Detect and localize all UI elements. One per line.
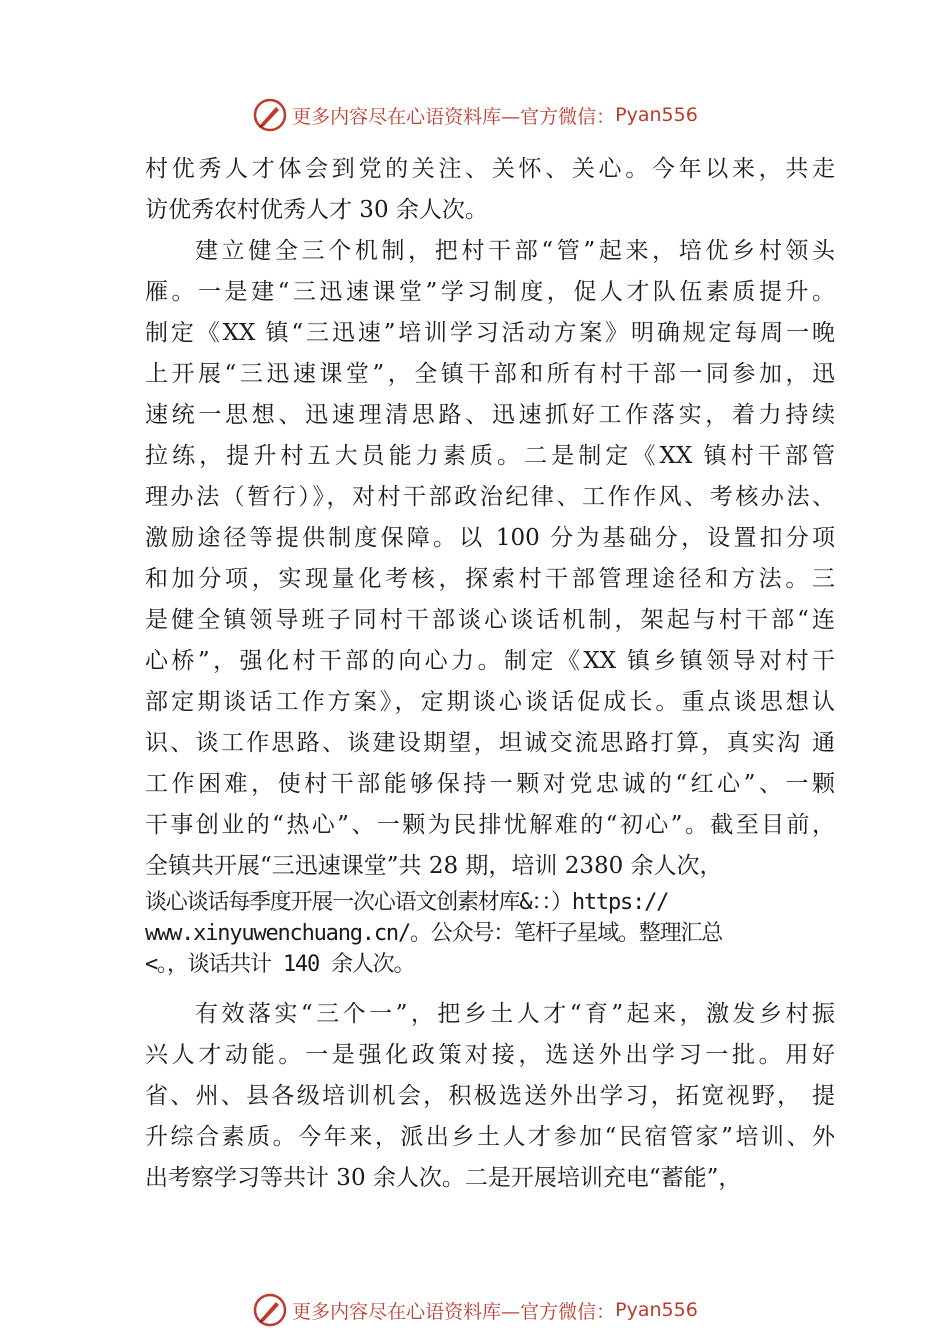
banner-text: 更多内容尽在心语资料库—官方微信： <box>292 1300 616 1323</box>
text-line: 村优秀人才体会到党的关注、关怀、关心。今年以来，共走 <box>145 156 835 182</box>
text-line: 心桥”，强化村干部的向心力。制定《XX 镇乡镇领导对村干 <box>145 648 835 674</box>
spacer <box>145 984 835 994</box>
text-line: 理办法（暂行）》，对村干部政治纪律、工作作风、考核办法、 <box>145 484 835 510</box>
text-line: 干事创业的“热心”、一颗为民排忧解难的“初心”。截至目前， <box>145 812 835 838</box>
text-line: 和加分项，实现量化考核，探索村干部管理途径和方法。三 <box>145 566 835 592</box>
source-note-block <box>145 887 835 980</box>
banner-text: 更多内容尽在心语资料库—官方微信： <box>292 105 616 128</box>
text-line: 工作困难，使村干部能够保持一颗对党忠诚的“红心”、一颗 <box>145 771 835 797</box>
text-line: 制定《XX 镇“三迅速”培训学习活动方案》明确规定每周一晚 <box>145 320 835 346</box>
pen-logo-icon <box>252 1292 288 1328</box>
text-line: 上开展“三迅速课堂”，全镇干部和所有村干部一同参加，迅 <box>145 361 835 387</box>
text-line: 全镇共开展“三迅速课堂”共 28 期，培训 2380 余人次， <box>145 853 723 879</box>
text-line: 激励途径等提供制度保障。以 100 分为基础分，设置扣分项 <box>145 525 835 551</box>
text-line: 访优秀农村优秀人才 30 余人次。 <box>145 197 488 223</box>
text-line: 是健全镇领导班子同村干部谈心谈话机制，架起与村干部“连 <box>145 607 835 633</box>
text-line: 拉练，提升村五大员能力素质。二是制定《XX 镇村干部管 <box>145 443 835 469</box>
text-line: 兴人才动能。一是强化政策对接，选送外出学习一批。用好 <box>145 1042 835 1068</box>
text-line: 出考察学习等共计 30 余人次。二是开展培训充电“蓄能”， <box>145 1165 742 1191</box>
banner-handle: Pyan556 <box>615 1299 698 1321</box>
text-line: 省、州、县各级培训机会，积极选送外出学习，拓宽视野， 提 <box>145 1083 835 1109</box>
mono-text-line: <。，谈话共计 140 余人次。 <box>145 952 415 977</box>
text-line: 建立健全三个机制，把村干部“管”起来，培优乡村领头 <box>195 238 835 264</box>
footer-banner <box>0 1290 950 1330</box>
header-banner <box>0 95 950 135</box>
text-line: 速统一思想、迅速理清思路、迅速抓好工作落实，着力持续 <box>145 402 835 428</box>
banner-handle: Pyan556 <box>615 104 698 126</box>
mono-text-line: www.xinyuwenchuang.cn/。公众号：笔杆子星域。整理汇总 <box>145 921 722 946</box>
text-line: 部定期谈话工作方案》，定期谈心谈话促成长。重点谈思想认 <box>145 689 835 715</box>
text-line: 升综合素质。今年来，派出乡土人才参加“民宿管家”培训、外 <box>145 1124 835 1150</box>
text-line: 有效落实“三个一”，把乡土人才“育”起来，激发乡村振 <box>195 1001 835 1027</box>
document-body <box>145 149 835 1199</box>
pen-logo-icon <box>252 97 288 133</box>
text-line: 识、谈工作思路、谈建设期望，坦诚交流思路打算，真实沟 通 <box>145 730 835 756</box>
text-line: 雁。一是建“三迅速课堂”学习制度，促人才队伍素质提升。 <box>145 279 835 305</box>
mono-text-line: 谈心谈话每季度开展一次心语文创素材库&：：）https:// <box>145 890 669 915</box>
